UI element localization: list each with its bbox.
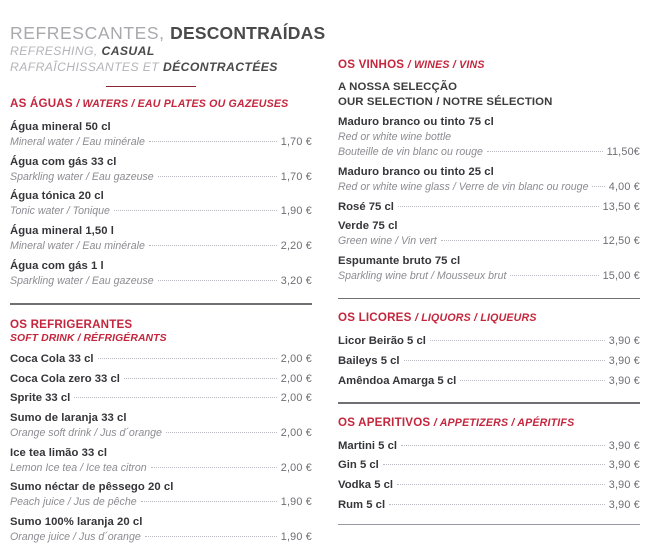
item-name: Rum 5 cl — [338, 498, 386, 511]
item-name: Verde 75 cl — [338, 220, 398, 233]
section-title-liquors: OS LICORES — [338, 311, 412, 325]
masthead-line-1-light: REFRESCANTES, — [10, 23, 165, 43]
item-price: 1,70 € — [280, 170, 312, 183]
aperitifs-item-list — [338, 438, 640, 514]
dot-leader — [98, 358, 277, 359]
section-title-soft-drinks: OS REFRIGERANTES — [10, 317, 133, 331]
item-price-row — [10, 530, 312, 546]
item-price: 2,00 € — [280, 426, 312, 439]
list-item — [10, 258, 312, 290]
item-description: Sparkling water / Eau gazeuse — [10, 170, 154, 183]
item-description-line-2: Green wine / Vin vert — [338, 235, 437, 248]
item-price-row — [10, 135, 312, 151]
item-name: Maduro branco ou tinto 75 cl — [338, 116, 494, 129]
item-price-row — [338, 333, 640, 350]
dot-leader — [401, 445, 605, 446]
item-price-row — [10, 274, 312, 290]
dot-leader — [158, 280, 277, 281]
section-heading-soft-drinks — [10, 318, 312, 331]
item-price-row — [338, 145, 640, 161]
item-price: 3,90 € — [608, 354, 640, 367]
dot-leader — [383, 464, 605, 465]
dot-leader — [166, 432, 277, 433]
item-price: 2,20 € — [280, 240, 312, 253]
item-price: 3,90 € — [608, 498, 640, 511]
dot-leader — [141, 501, 277, 502]
dot-leader — [124, 378, 277, 379]
item-price: 3,90 € — [608, 374, 640, 387]
section-title-aperitifs: OS APERITIVOS — [338, 415, 431, 429]
dot-leader — [158, 176, 277, 177]
masthead-line-1-bold: DESCONTRAÍDAS — [170, 23, 326, 43]
item-name: Água com gás 1 l — [10, 259, 104, 272]
item-name: Sprite 33 cl — [10, 392, 71, 405]
list-item — [10, 351, 312, 368]
item-description: Orange soft drink / Jus d´orange — [10, 426, 162, 439]
waters-item-list — [10, 119, 312, 289]
list-item — [338, 373, 640, 390]
section-divider — [338, 298, 640, 300]
item-price-row — [338, 180, 640, 196]
item-price-row — [338, 373, 640, 390]
item-name: Água com gás 33 cl — [10, 155, 117, 168]
list-item — [10, 514, 312, 546]
item-name: Coca Cola 33 cl — [10, 352, 94, 365]
dot-leader — [398, 206, 599, 207]
dot-leader — [404, 360, 605, 361]
liquors-item-list — [338, 333, 640, 389]
item-price-row — [338, 497, 640, 514]
item-price-row — [338, 477, 640, 494]
item-price-row — [10, 239, 312, 255]
item-name: Amêndoa Amarga 5 cl — [338, 374, 457, 387]
right-column — [330, 0, 648, 536]
item-description-line-2: Bouteille de vin blanc ou rouge — [338, 146, 483, 159]
list-item — [338, 353, 640, 370]
bottom-divider — [338, 524, 640, 525]
item-price: 3,90 € — [608, 478, 640, 491]
item-name: Água tónica 20 cl — [10, 190, 104, 203]
item-price: 13,50 € — [602, 200, 640, 213]
list-item — [338, 218, 640, 250]
list-item — [338, 253, 640, 285]
dot-leader — [487, 151, 603, 152]
item-name: Sumo néctar de pêssego 20 cl — [10, 481, 174, 494]
section-heading-aperitifs — [338, 416, 640, 429]
wines-item-list — [338, 114, 640, 285]
masthead-rule — [106, 86, 196, 88]
list-item — [338, 457, 640, 474]
item-price: 15,00 € — [602, 270, 640, 283]
list-item — [338, 438, 640, 455]
item-price: 1,90 € — [280, 205, 312, 218]
item-name: Sumo de laranja 33 cl — [10, 411, 127, 424]
list-item — [10, 119, 312, 151]
item-price-row — [10, 426, 312, 442]
item-price-row — [338, 457, 640, 474]
item-name: Rosé 75 cl — [338, 200, 394, 213]
dot-leader — [149, 245, 277, 246]
item-name: Baileys 5 cl — [338, 354, 400, 367]
section-translations-waters: / WATERS / EAU PLATES OU GAZEUSES — [76, 98, 289, 111]
item-price-row — [10, 170, 312, 186]
item-price-row — [10, 351, 312, 368]
item-description-line-1: Red or white wine bottle — [338, 131, 452, 144]
wines-selection-title — [338, 80, 640, 110]
item-price-row — [338, 353, 640, 370]
item-description: Mineral water / Eau minérale — [10, 240, 145, 253]
item-price: 4,00 € — [608, 181, 640, 194]
item-price: 1,90 € — [280, 530, 312, 543]
item-price: 3,90 € — [608, 335, 640, 348]
dot-leader — [145, 536, 277, 537]
masthead-line-2-bold: CASUAL — [101, 44, 155, 59]
item-price: 2,00 € — [280, 352, 312, 365]
item-description: Mineral water / Eau minérale — [10, 136, 145, 149]
dot-leader — [151, 467, 277, 468]
item-price: 3,20 € — [280, 274, 312, 287]
item-price: 1,90 € — [280, 496, 312, 509]
list-item — [338, 199, 640, 216]
dot-leader — [592, 186, 604, 187]
masthead-line-2 — [10, 44, 312, 60]
item-price: 3,90 € — [608, 439, 640, 452]
dot-leader — [149, 141, 277, 142]
list-item — [10, 390, 312, 407]
item-name: Licor Beirão 5 cl — [338, 335, 426, 348]
item-name: Vodka 5 cl — [338, 478, 394, 491]
section-heading-wines — [338, 58, 640, 71]
section-divider — [338, 402, 640, 404]
item-price: 2,00 € — [280, 392, 312, 405]
item-price-row — [10, 495, 312, 511]
section-heading-waters — [10, 97, 312, 110]
section-subtitle-soft-drinks: SOFT DRINK / RÉFRIGÉRANTS — [10, 332, 167, 344]
item-price: 11,50€ — [606, 146, 640, 159]
item-price-row — [338, 438, 640, 455]
item-name: Água mineral 50 cl — [10, 121, 111, 134]
masthead-line-1 — [10, 22, 326, 44]
item-price: 2,00 € — [280, 372, 312, 385]
item-price-row — [338, 269, 640, 285]
list-item — [10, 154, 312, 186]
list-item — [338, 333, 640, 350]
dot-leader — [114, 210, 277, 211]
selection-title-pt: A NOSSA SELECÇÃO — [338, 81, 458, 93]
item-price-row — [338, 199, 640, 216]
section-translations-liquors: / LIQUORS / LIQUEURS — [414, 312, 537, 325]
list-item — [10, 371, 312, 388]
section-title-waters: AS ÁGUAS — [10, 97, 73, 111]
soft-drinks-item-list — [10, 351, 312, 546]
dot-leader — [430, 340, 605, 341]
list-item — [338, 164, 640, 196]
dot-leader — [389, 504, 605, 505]
item-description: Orange juice / Jus d´orange — [10, 530, 141, 543]
dot-leader — [441, 240, 599, 241]
list-item — [338, 497, 640, 514]
masthead-line-3-light: RAFRAÎCHISSANTES ET — [10, 60, 160, 74]
item-price-row — [10, 204, 312, 220]
item-name: Sumo 100% laranja 20 cl — [10, 515, 143, 528]
item-name: Espumante bruto 75 cl — [338, 255, 461, 268]
item-name: Gin 5 cl — [338, 459, 379, 472]
item-price: 12,50 € — [602, 235, 640, 248]
item-price: 2,00 € — [280, 461, 312, 474]
item-description: Sparkling water / Eau gazeuse — [10, 274, 154, 287]
list-item — [338, 477, 640, 494]
section-translations-wines: / WINES / VINS — [407, 59, 485, 71]
list-item — [338, 114, 640, 161]
masthead-line-3 — [10, 60, 312, 76]
masthead-line-3-bold: DÉCONTRACTÉES — [162, 60, 278, 74]
masthead-line-2-light: REFRESHING, — [10, 44, 98, 59]
list-item — [10, 445, 312, 477]
item-price: 1,70 € — [280, 136, 312, 149]
list-item — [10, 188, 312, 220]
selection-title-intl: OUR SELECTION / NOTRE SÉLECTION — [338, 96, 553, 109]
section-divider — [10, 303, 312, 305]
item-description: Peach juice / Jus de pêche — [10, 496, 137, 509]
dot-leader — [74, 397, 277, 398]
dot-leader — [460, 380, 605, 381]
section-heading-liquors — [338, 311, 640, 324]
item-price-row — [10, 461, 312, 477]
section-title-wines: OS VINHOS — [338, 58, 405, 71]
item-description: Lemon Ice tea / Ice tea citron — [10, 461, 147, 474]
item-name: Ice tea limão 33 cl — [10, 446, 108, 459]
list-item — [10, 479, 312, 511]
item-price-row — [10, 371, 312, 388]
item-description: Tonic water / Tonique — [10, 205, 110, 218]
item-price-row — [338, 234, 640, 250]
item-description-line-2: Sparkling wine brut / Mousseux brut — [338, 270, 507, 283]
item-name: Água mineral 1,50 l — [10, 225, 114, 238]
section-translations-aperitifs: / APPETIZERS / APÉRITIFS — [433, 416, 575, 429]
masthead — [10, 22, 326, 76]
item-price: 3,90 € — [608, 459, 640, 472]
item-name: Maduro branco ou tinto 25 cl — [338, 166, 494, 179]
dot-leader — [397, 484, 605, 485]
item-name: Coca Cola zero 33 cl — [10, 372, 120, 385]
dot-leader — [510, 275, 598, 276]
item-name: Martini 5 cl — [338, 439, 398, 452]
item-price-row — [10, 390, 312, 407]
item-description-line-2: Red or white wine glass / Verre de vin blanc ou rouge — [338, 181, 589, 194]
list-item — [10, 410, 312, 442]
list-item — [10, 223, 312, 255]
